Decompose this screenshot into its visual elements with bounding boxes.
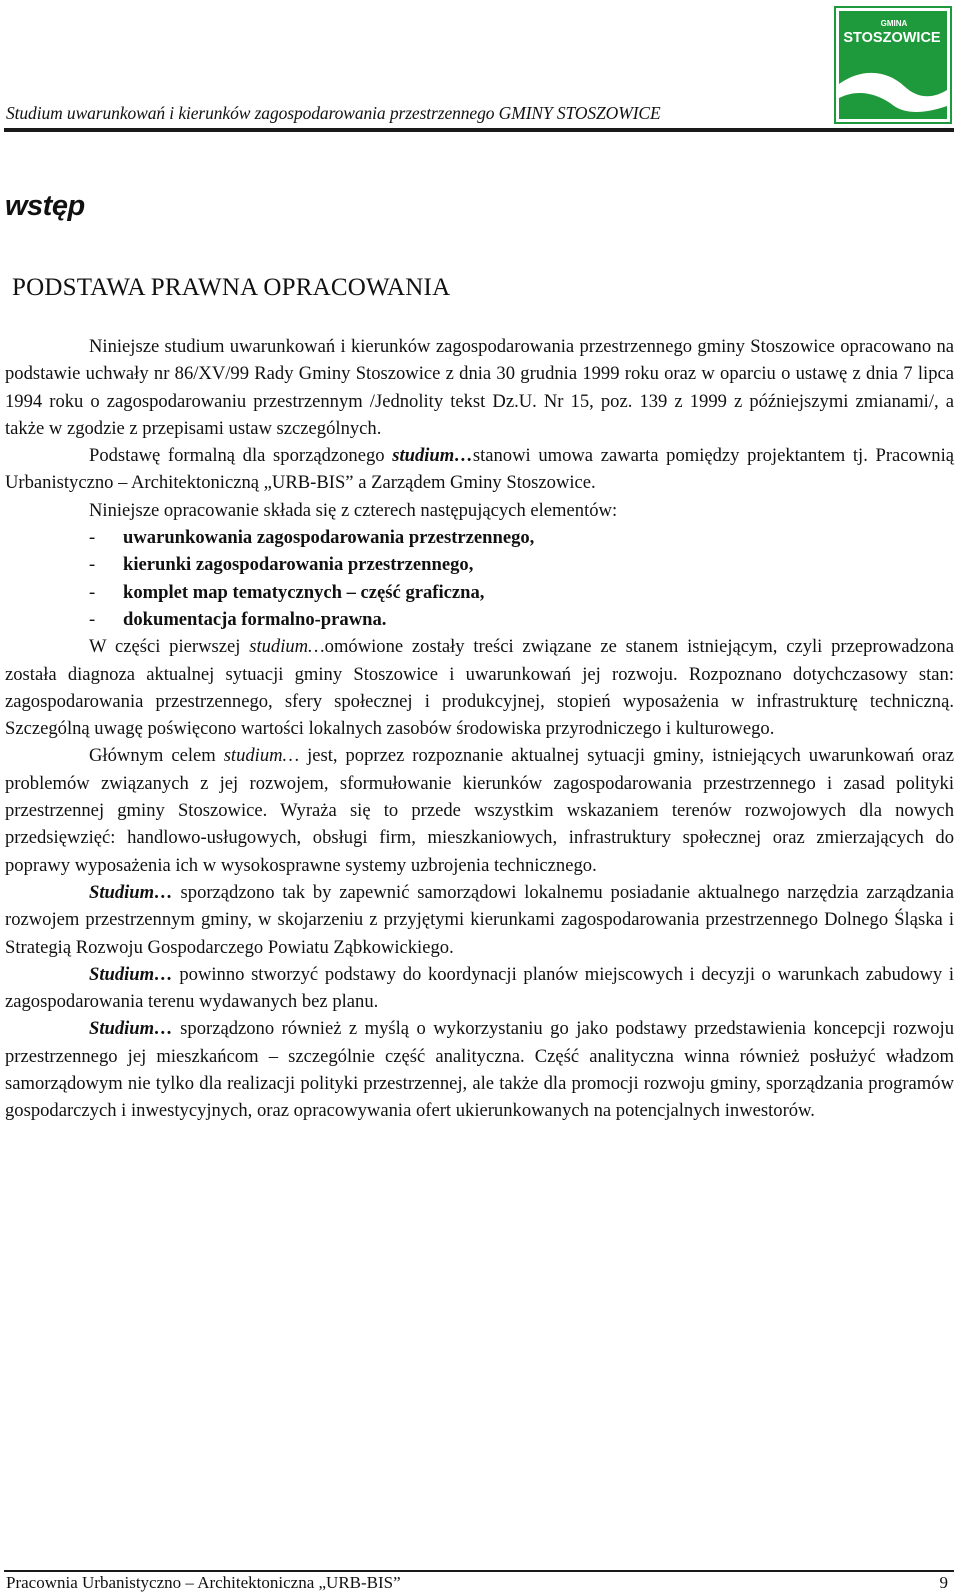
studium-emphasis: Studium…: [89, 963, 173, 985]
text: stanowi umowa zawarta pomiędzy projektantem tj. Pracownią Urbanistyczno – Architektoniczną „URB-BIS” a Zarządem Gminy Stoszowice.: [5, 445, 954, 494]
text: W części pierwszej: [89, 636, 250, 658]
elements-list: [5, 524, 954, 633]
text: jest, poprzez rozpoznanie aktualnej sytuacji gminy, istniejących uwarunkowań oraz problemów związanych z jej rozwojem, sformułowanie kierunków zagospodarowania przestrzennego i zasad polityki przestrzennej gminy Stoszowice. Wyraża się to przede wszystkim wskazaniem terenów rozwojowych dla nowych przedsięwzięć: handlowo-usługowych, obsługi firm, mieszkaniowych, infrastruktury społecznej oraz zmierzających do poprawy wyposażenia ich w wysokosprawne systemy uzbrojenia technicznego.: [5, 745, 954, 876]
text: Głównym celem: [89, 745, 224, 767]
svg-text:STOSZOWICE: STOSZOWICE: [843, 30, 941, 46]
studium-emphasis: studium…: [392, 445, 473, 467]
chapter-title: PODSTAWA PRAWNA OPRACOWANIA: [12, 274, 451, 301]
gmina-stoszowice-logo: [834, 6, 952, 124]
paragraph-formal-basis: [5, 442, 954, 497]
text: powinno stworzyć podstawy do koordynacji planów miejscowych i decyzji o warunkach zabudowy i zagospodarowania terenu wydawanych bez planu.: [5, 963, 954, 1013]
footer-author: Pracownia Urbanistyczno – Architektoniczna „URB-BIS”: [6, 1573, 401, 1592]
list-item: [5, 579, 954, 606]
paragraph-part-one: [5, 633, 954, 742]
header-rule: [4, 128, 954, 132]
list-item-text: dokumentacja formalno-prawna.: [123, 608, 387, 630]
list-item-text: kierunki zagospodarowania przestrzennego,: [123, 554, 474, 576]
text: Podstawę formalną dla sporządzonego: [89, 445, 393, 467]
list-item: [5, 606, 954, 633]
list-dash: -: [89, 554, 96, 576]
text: omówione zostały treści związane ze stanem istniejącym, czyli przeprowadzona została diagnoza aktualnej sytuacji gminy Stoszowice i uwarunkowań jej rozwoju. Rozpoznano dotychczasowy stan: zagospodarowania przestrzennego, sfery społecznej i produkcyjnej, stopień wyposażenia w infrastrukturę techniczną. Szczególną uwagę poświęcono wartości lokalnych zasobów środowiska przyrodniczego i kulturowego.: [5, 636, 954, 740]
list-dash: -: [89, 581, 96, 603]
paragraph-purpose: [5, 879, 954, 961]
document-body: [5, 333, 954, 1125]
svg-text:GMINA: GMINA: [880, 19, 908, 28]
paragraph-presentation: [5, 1015, 954, 1124]
list-dash: -: [89, 527, 96, 549]
text: sporządzono tak by zapewnić samorządowi lokalnemu posiadanie aktualnego narzędzia zarządzania rozwojem przestrzennym gminy, w skojarzeniu z przyjętymi kierunkami zagospodarowania przestrzennego Dolnego Śląska i Strategią Rozwoju Gospodarczego Powiatu Ząbkowickiego.: [5, 881, 954, 958]
studium-emphasis: Studium…: [89, 881, 173, 903]
header-title: Studium uwarunkowań i kierunków zagospodarowania przestrzennego GMINY STOSZOWICE: [6, 103, 661, 123]
list-item: [5, 524, 954, 551]
page-number: 9: [939, 1573, 948, 1592]
studium-emphasis: Studium…: [89, 1018, 173, 1040]
text: sporządzono również z myślą o wykorzystaniu go jako podstawy przedstawienia koncepcji rozwoju przestrzennego jej mieszkańcom – szczególnie część analityczna. Część analityczna winna również posłużyć władzom samorządowym nie tylko dla realizacji polityki przestrzennej, ale także dla promocji rozwoju gminy, sporządzania programów gospodarczych i inwestycyjnych, oraz opracowywania ofert ukierunkowanych na potencjalnych inwestorów.: [5, 1018, 954, 1122]
list-dash: -: [89, 608, 96, 630]
list-item: [5, 551, 954, 578]
studium-emphasis: studium…: [223, 745, 300, 767]
list-item-text: komplet map tematycznych – część graficzna,: [123, 581, 485, 603]
list-item-text: uwarunkowania zagospodarowania przestrzennego,: [123, 527, 535, 549]
paragraph-main-goal: [5, 742, 954, 878]
section-word: wstęp: [5, 190, 85, 222]
studium-emphasis: studium…: [249, 636, 325, 658]
paragraph-elements-intro: Niniejsze opracowanie składa się z czterech następujących elementów:: [89, 499, 618, 521]
paragraph-coordination: [5, 961, 954, 1016]
paragraph-legal-basis: Niniejsze studium uwarunkowań i kierunków zagospodarowania przestrzennego gminy Stoszowice opracowano na podstawie uchwały nr 86/XV/99 Rady Gminy Stoszowice z dnia 30 grudnia 1999 roku oraz w oparciu o ustawę z dnia 7 lipca 1994 roku o zagospodarowaniu przestrzennym /Jednolity tekst Dz.U. Nr 15, poz. 139 z 1999 z późniejszymi zmianami/, a także w zgodzie z przepisami ustaw szczególnych.: [5, 336, 954, 439]
footer-rule: [4, 1570, 954, 1572]
